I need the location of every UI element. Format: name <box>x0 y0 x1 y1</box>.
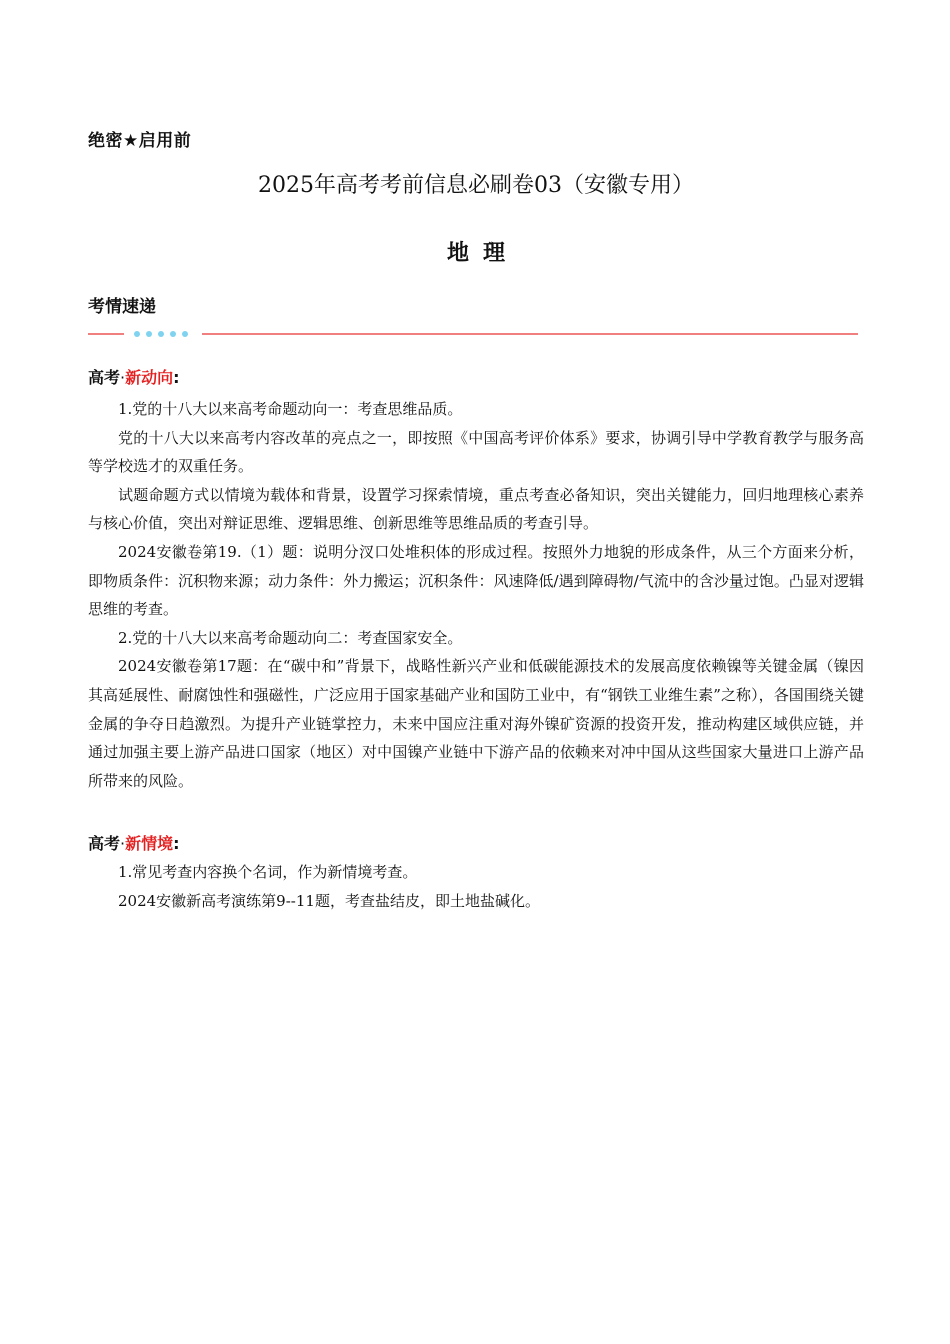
document-title: 2025年高考考前信息必刷卷03（安徽专用） <box>258 173 694 198</box>
paragraph: 1.党的十八大以来高考命题动向一：考查思维品质。 <box>118 400 463 418</box>
subheading-accent: 新情境 <box>125 834 174 853</box>
divider-line-right <box>202 333 858 335</box>
subject-title: 地理 <box>446 241 519 266</box>
new-trends-body <box>88 395 864 795</box>
divider-dots <box>134 330 188 338</box>
divider-dot <box>158 331 164 337</box>
subheading-suffix: : <box>173 368 180 387</box>
paragraph: 试题命题方式以情境为载体和背景，设置学习探索情境，重点考查必备知识，突出关键能力，回归地理核心素养与核心价值，突出对辩证思维、逻辑思维、创新思维等思维品质的考查引导。 <box>88 485 864 533</box>
subheading-accent: 新动向 <box>125 368 174 387</box>
new-context-body <box>88 858 864 915</box>
divider-dot <box>170 331 176 337</box>
subheading-prefix: 高考 <box>88 834 121 853</box>
paragraph: 2024安徽卷第17题：在“碳中和”背景下，战略性新兴产业和低碳能源技术的发展高度依赖镍等关键金属（镍因其高延展性、耐腐蚀性和强磁性，广泛应用于国家基础产业和国防工业中，有“钢铁工业维生素”之称），各国围绕关键金属的争夺日趋激烈。为提升产业链掌控力，未来中国应注重对海外镍矿资源的投资开发，推动构建区域供应链，并通过加强主要上游产品进口国家（地区）对中国镍产业链中下游产品的依赖来对冲中国从这些国家大量进口上游产品所带来的风险。 <box>88 657 864 790</box>
confidential-label: 绝密★启用前 <box>88 131 192 151</box>
subheading-prefix: 高考 <box>88 368 121 387</box>
section-divider <box>88 326 858 342</box>
section-heading: 考情速递 <box>88 297 156 317</box>
paragraph: 党的十八大以来高考内容改革的亮点之一，即按照《中国高考评价体系》要求，协调引导中学教育教学与服务高等学校选才的双重任务。 <box>88 428 864 476</box>
paragraph: 1.常见考查内容换个名词，作为新情境考查。 <box>118 863 418 881</box>
paragraph: 2024安徽卷第19.（1）题：说明分汊口处堆积体的形成过程。按照外力地貌的形成条件，从三个方面来分析，即物质条件：沉积物来源；动力条件：外力搬运；沉积条件：风速降低/遇到障碍物/气流中的含沙量过饱。凸显对逻辑思维的考查。 <box>88 542 864 619</box>
subheading-new-context <box>88 831 180 854</box>
divider-dot <box>134 331 140 337</box>
paragraph: 2024安徽新高考演练第9--11题，考查盐结皮，即土地盐碱化。 <box>118 891 540 910</box>
divider-line-left <box>88 333 124 335</box>
divider-dot <box>146 331 152 337</box>
divider-dot <box>182 331 188 337</box>
subheading-suffix: : <box>173 834 180 853</box>
subheading-separator: · <box>120 834 126 853</box>
paragraph: 2.党的十八大以来高考命题动向二：考查国家安全。 <box>118 628 463 647</box>
subheading-separator: · <box>120 368 126 387</box>
subheading-new-trends <box>88 365 180 388</box>
